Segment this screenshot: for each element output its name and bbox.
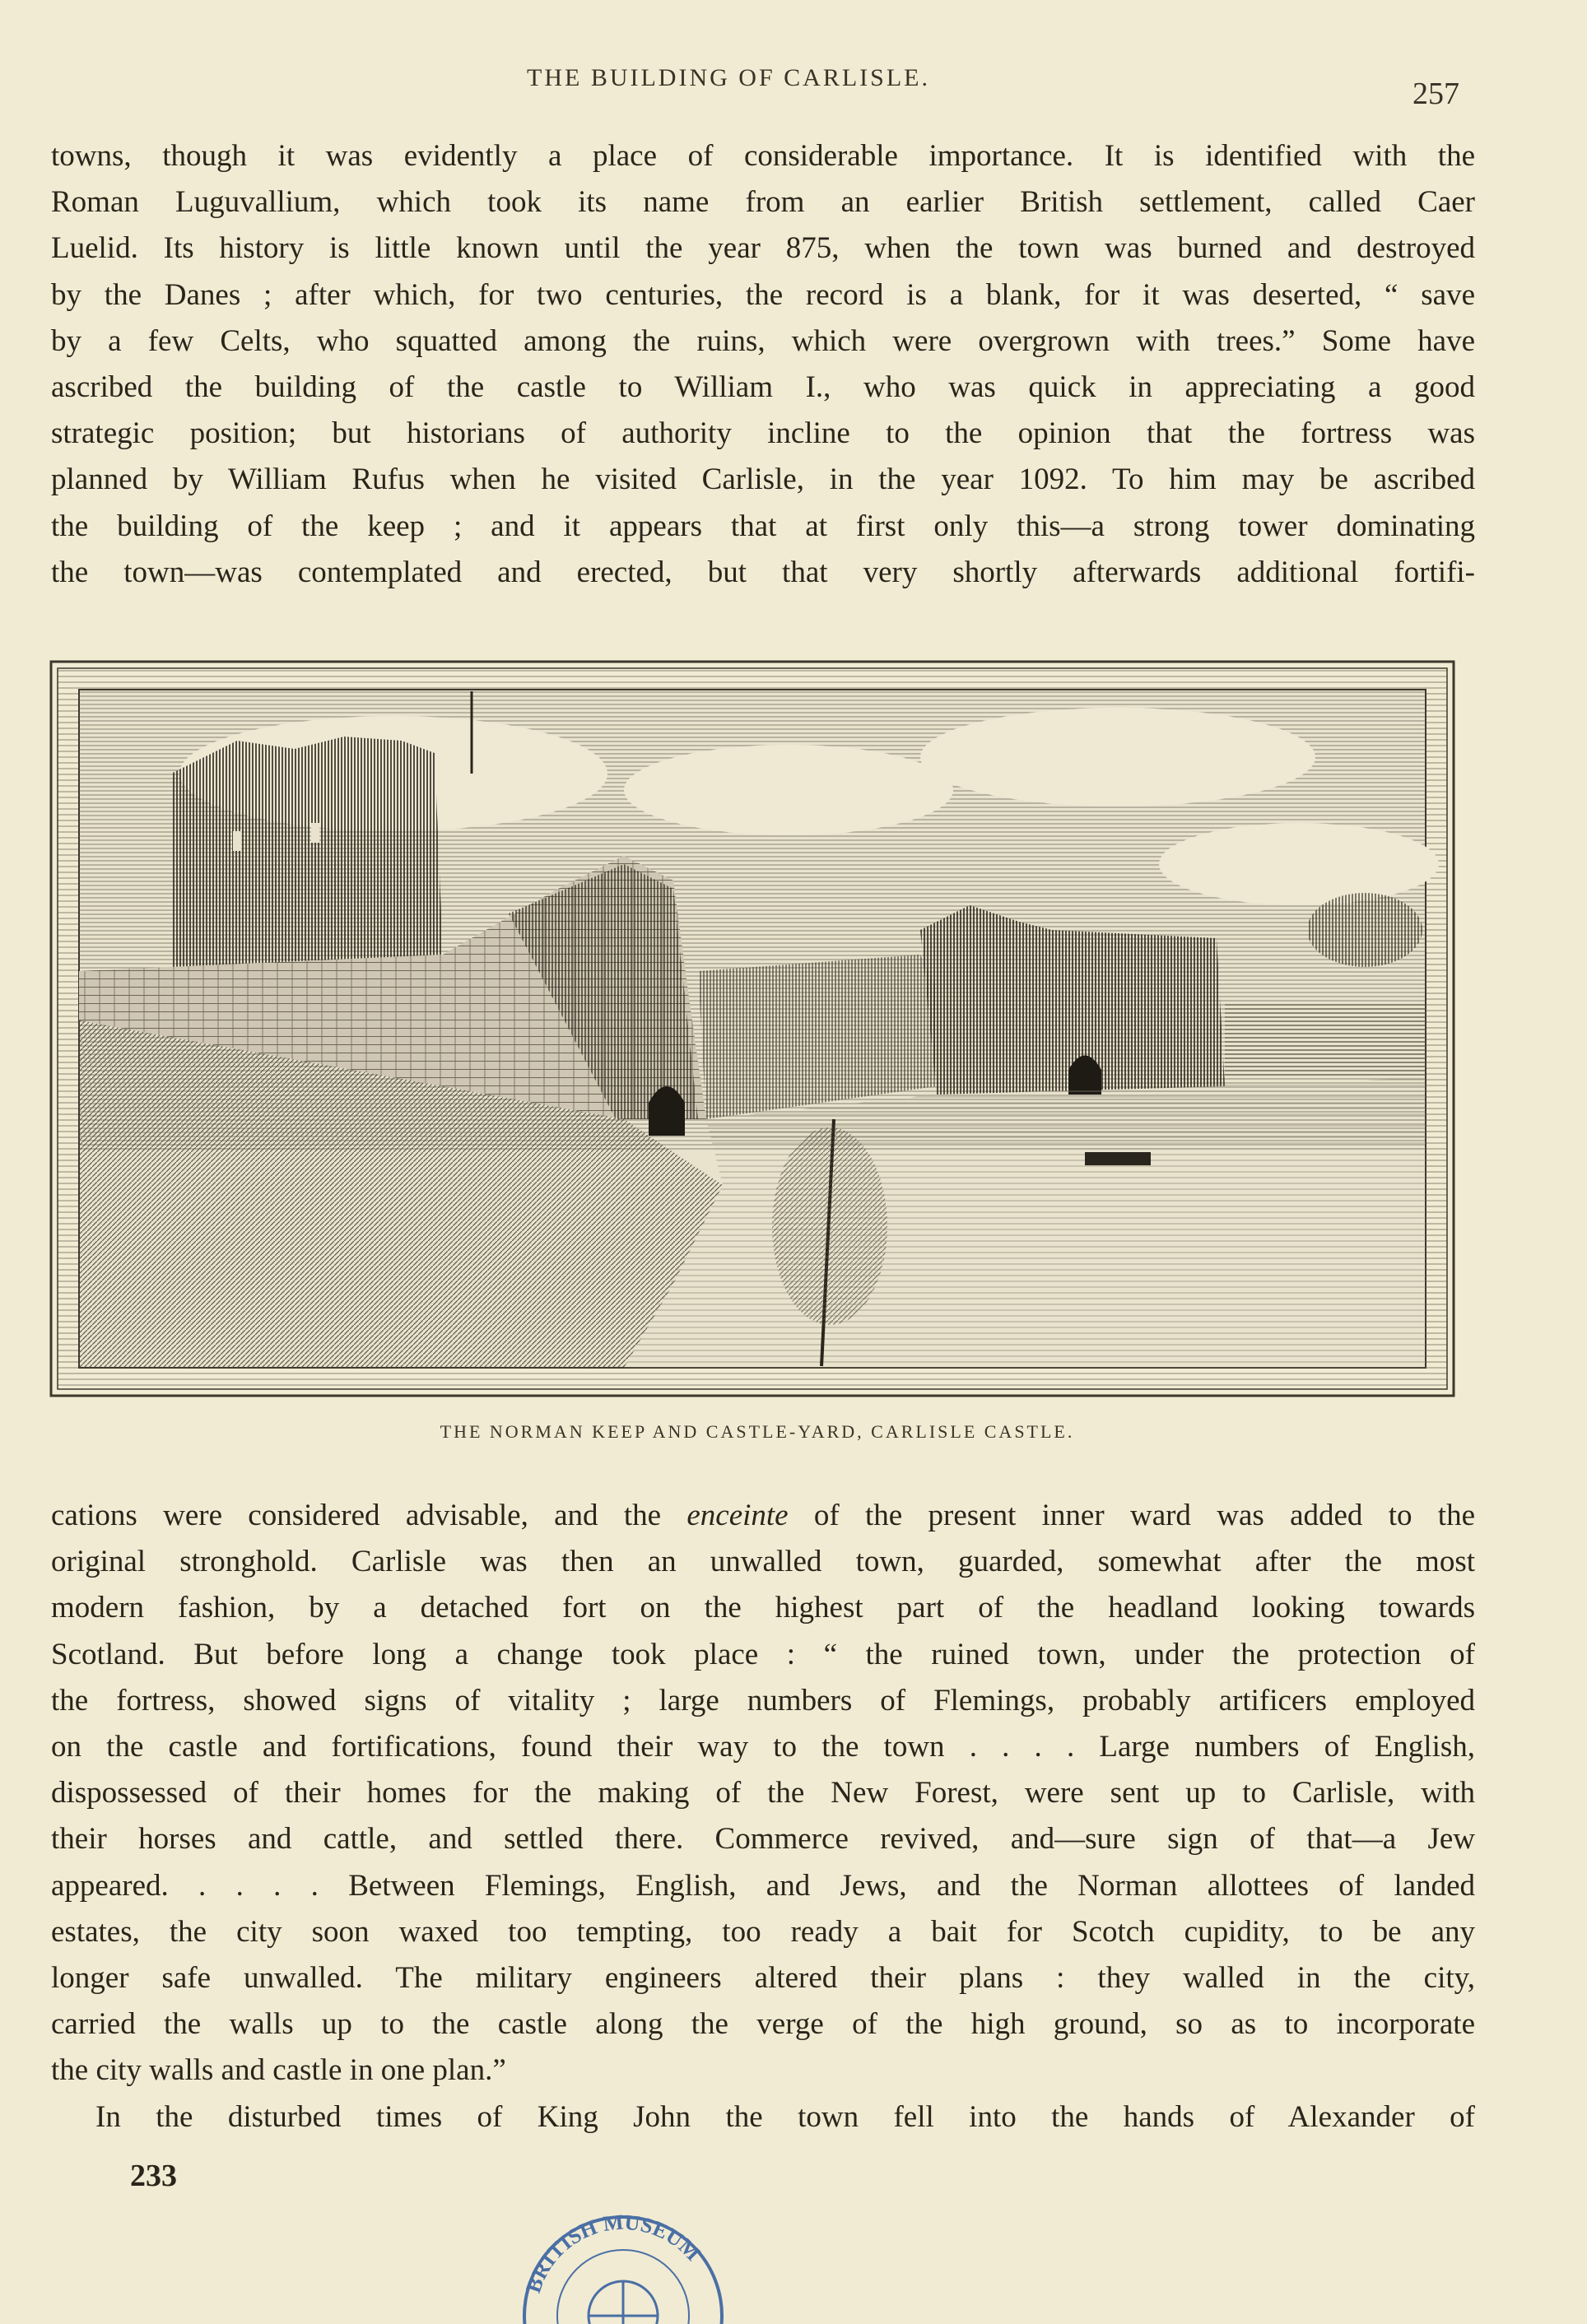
- stamp-text: BRITISH MUSEUM: [521, 2210, 705, 2296]
- text-line: towns, though it was evidently a place of considerable importance. It is identified with the: [51, 139, 1475, 173]
- text-segment: cations were considered advisable, and the: [51, 1499, 687, 1532]
- text-line: planned by William Rufus when he visited Carlisle, in the year 1092. To him may be ascribed: [51, 462, 1475, 497]
- top-paragraph: [51, 133, 1475, 596]
- library-stamp: [504, 2184, 742, 2324]
- text-line: the town—was contemplated and erected, but that very shortly afterwards additional fortifi-: [51, 555, 1475, 589]
- text-line: ascribed the building of the castle to William I., who was quick in appreciating a good: [51, 370, 1475, 405]
- text-line: appeared. . . . . Between Flemings, English, and Jews, and the Norman allottees of landed: [51, 1868, 1475, 1903]
- castle-engraving: [48, 658, 1457, 1399]
- text-line: estates, the city soon waxed too tempting, too ready a bait for Scotch cupidity, to be any: [51, 1914, 1475, 1949]
- text-line: longer safe unwalled. The military engineers altered their plans : they walled in the city,: [51, 1961, 1475, 1996]
- text-line: the fortress, showed signs of vitality ; large numbers of Flemings, probably artificers employed: [51, 1683, 1475, 1717]
- text-line: dispossessed of their homes for the making of the New Forest, were sent up to Carlisle, with: [51, 1776, 1475, 1810]
- text-line: modern fashion, by a detached fort on the highest part of the headland looking towards: [51, 1591, 1475, 1625]
- text-line: by a few Celts, who squatted among the ruins, which were overgrown with trees.” Some have: [51, 323, 1475, 358]
- text-line: the city walls and castle in one plan.”: [51, 2053, 506, 2088]
- signature-mark: 233: [130, 2159, 177, 2193]
- text-segment: of the present inner ward was added to the: [788, 1499, 1475, 1532]
- text-line: Scotland. But before long a change took place : “ the ruined town, under the protection of: [51, 1637, 1475, 1671]
- text-line: on the castle and fortifications, found their way to the town . . . . Large numbers of English,: [51, 1730, 1475, 1764]
- text-line: original stronghold. Carlisle was then an unwalled town, guarded, somewhat after the most: [51, 1545, 1475, 1579]
- text-line: [51, 1493, 1475, 1539]
- page-number: 257: [1412, 77, 1459, 111]
- italic-term: enceinte: [686, 1499, 789, 1532]
- running-title: THE BUILDING OF CARLISLE.: [527, 64, 930, 91]
- text-line: Luelid. Its history is little known until the year 875, when the town was burned and destroyed: [51, 231, 1475, 266]
- text-line: carried the walls up to the castle along the verge of the high ground, so as to incorporate: [51, 2007, 1475, 2042]
- text-line: strategic position; but historians of authority incline to the opinion that the fortress was: [51, 416, 1475, 451]
- text-line: In the disturbed times of King John the town fell into the hands of Alexander of: [95, 2099, 1475, 2134]
- bottom-paragraph: [51, 1493, 1475, 2140]
- text-line: the building of the keep ; and it appears that at first only this—a strong tower dominating: [51, 509, 1475, 543]
- text-line: Roman Luguvallium, which took its name from an earlier British settlement, called Caer: [51, 185, 1475, 220]
- text-line: their horses and cattle, and settled there. Commerce revived, and—sure sign of that—a Jew: [51, 1822, 1475, 1857]
- illustration-caption: THE NORMAN KEEP AND CASTLE-YARD, CARLISLE CASTLE.: [440, 1421, 1075, 1442]
- text-line: by the Danes ; after which, for two centuries, the record is a blank, for it was deserted, “ save: [51, 277, 1475, 312]
